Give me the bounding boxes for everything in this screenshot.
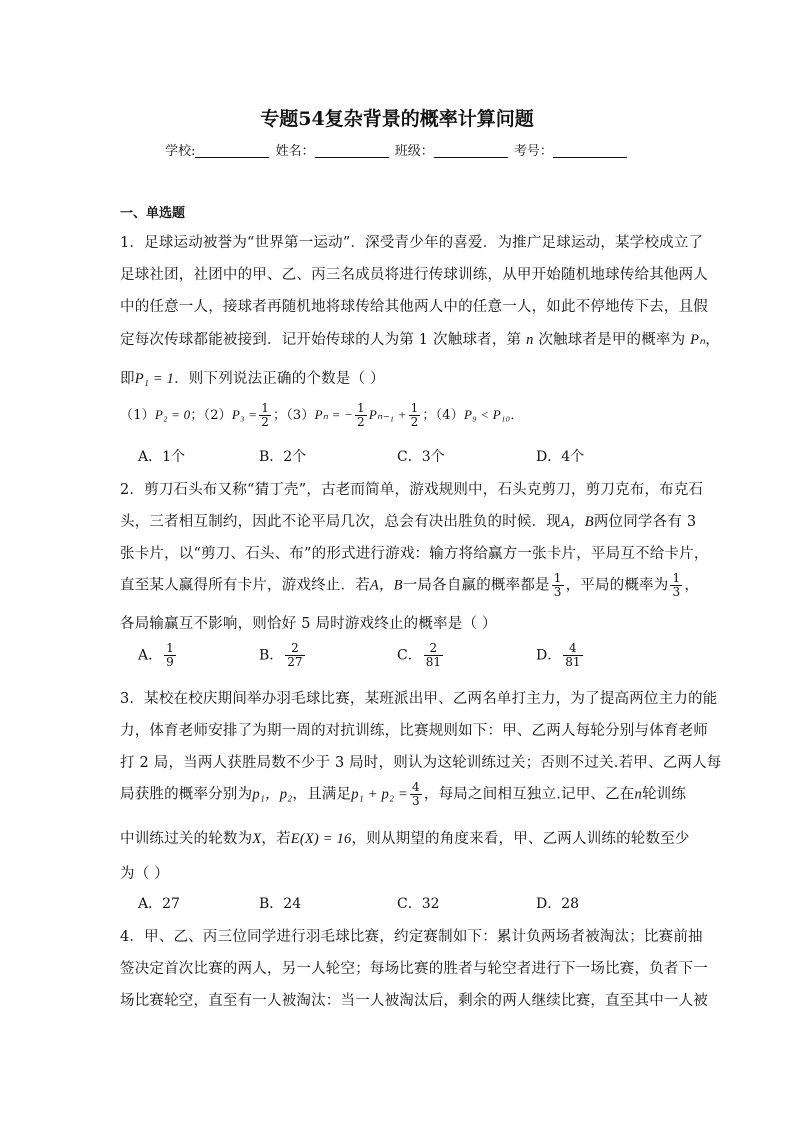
fraction: $\frac{1}{3}$ — [553, 571, 562, 599]
q4-line-1: 4．甲、乙、丙三位同学进行羽毛球比赛，约定赛制如下：累计负两场者被淘汰；比赛前抽 — [120, 929, 703, 945]
q3-line-2: 力，体育老师安排了为期一周的对抗训练，比赛规则如下：甲、乙两人每轮分别与体育老师 — [120, 723, 708, 739]
q2-line-4: 直至某人赢得所有卡片，游戏终止．若A，B一局各自赢的概率都是 $\frac{1}{3}$ ，平局的概率为 $\frac{1}{3}$ ， — [120, 571, 700, 599]
school-blank[interactable] — [195, 143, 269, 158]
fraction: $\frac{1}{2}$ — [410, 401, 419, 429]
q2-option-a[interactable]: A． $\frac{1}{9}$ — [138, 641, 174, 669]
q3-line-3: 打 2 局，当两人获胜局数不少于 3 局时，则认为这轮训练过关；否则不过关.若甲、乙两人每 — [120, 755, 722, 771]
q2-line-2: 头，三者相互制约，因此不论平局几次，总会有决出胜负的时候．现A，B两位同学各有 3 — [120, 514, 697, 530]
q2-line-5: 各局输赢互不影响，则恰好 5 局时游戏终止的概率是（ ） — [120, 616, 497, 632]
q3-option-d[interactable]: D．28 — [536, 896, 580, 912]
q3-line-1: 3．某校在校庆期间举办羽毛球比赛，某班派出甲、乙两名单打主力，为了提高两位主力的能 — [120, 691, 718, 707]
page-title: 专题54复杂背景的概率计算问题 — [260, 108, 534, 130]
q4-line-2: 签决定首次比赛的两人，另一人轮空；每场比赛的胜者与轮空者进行下一场比赛，负者下一 — [120, 961, 708, 977]
exam-number-blank[interactable] — [553, 143, 627, 158]
q1-option-b[interactable]: B．2个 — [259, 449, 307, 465]
q2-line-1: 2．剪刀石头布又称“猜丁壳”，古老而简单，游戏规则中，石头克剪刀，剪刀克布，布克石 — [120, 482, 704, 498]
class-blank[interactable] — [434, 143, 508, 158]
q1-line-4: 定每次传球都能被接到．记开始传球的人为第 1 次触球者，第 n 次触球者是甲的概率为 Pₙ， — [120, 332, 720, 348]
section-heading: 一、单选题 — [120, 206, 186, 221]
fraction: $\frac{1}{2}$ — [261, 401, 270, 429]
fraction: $\frac{4}{3}$ — [412, 780, 420, 808]
q3-line-4: 局获胜的概率分别为p₁，p₂，且满足p₁ + p₂ = $\frac{4}{3}$ ，每局之间相互独立.记甲、乙在n轮训练 — [120, 780, 687, 808]
q1-line-3: 中的任意一人，接球者再随机地将球传给其他两人中的任意一人，如此不停地传下去，且假 — [120, 299, 708, 315]
q1-statements: （1）P₂ = 0；（2）P₃ = $\frac{1}{2}$ ；（3）Pₙ = − $\frac{1}{2}$ Pₙ₋₁ + $\frac{1}{2}$ ；（4）P₉ < P₁₀． — [120, 401, 524, 429]
q3-option-b[interactable]: B．24 — [259, 896, 302, 912]
exam-number-label: 考号： — [513, 144, 553, 159]
q1-line-5: 即P₁ = 1．则下列说法正确的个数是（ ） — [120, 371, 385, 387]
q2-line-3: 张卡片，以“剪刀、石头、布”的形式进行游戏：输方将给赢方一张卡片，平局互不给卡片， — [120, 546, 709, 562]
q4-line-3: 场比赛轮空，直至有一人被淘汰：当一人被淘汰后，剩余的两人继续比赛，直至其中一人被 — [120, 993, 708, 1009]
math-p1: P₁ = 1 — [134, 371, 175, 387]
q3-option-a[interactable]: A．27 — [138, 896, 180, 912]
q2-option-b[interactable]: B． $\frac{2}{27}$ — [259, 641, 303, 669]
q1-line-1: 1．足球运动被誉为“世界第一运动”．深受青少年的喜爱．为推广足球运动，某学校成立了 — [120, 235, 704, 251]
math-pn: Pₙ — [690, 332, 706, 348]
name-blank[interactable] — [315, 143, 389, 158]
q1-option-c[interactable]: C．3个 — [397, 449, 445, 465]
q3-line-5: 中训练过关的轮数为X，若E(X) = 16，则从期望的角度来看，甲、乙两人训练的轮数至少 — [120, 831, 690, 847]
q1-option-a[interactable]: A．1个 — [138, 449, 186, 465]
q2-option-c[interactable]: C． $\frac{2}{81}$ — [397, 641, 441, 669]
fraction: $\frac{1}{3}$ — [672, 571, 681, 599]
q1-option-d[interactable]: D．4个 — [536, 449, 585, 465]
class-label: 班级： — [394, 144, 434, 159]
name-label: 姓名： — [275, 144, 315, 159]
math-n: n — [526, 332, 534, 348]
school-label: 学校: — [165, 144, 196, 159]
q1-line-2: 足球社团，社团中的甲、乙、丙三名成员将进行传球训练，从甲开始随机地球传给其他两人 — [120, 267, 708, 283]
q2-option-d[interactable]: D． $\frac{4}{81}$ — [536, 641, 581, 669]
fraction: $\frac{1}{2}$ — [356, 401, 365, 429]
q3-option-c[interactable]: C．32 — [397, 896, 440, 912]
student-info-line — [0, 140, 794, 159]
q3-line-6: 为（ ） — [120, 866, 169, 882]
